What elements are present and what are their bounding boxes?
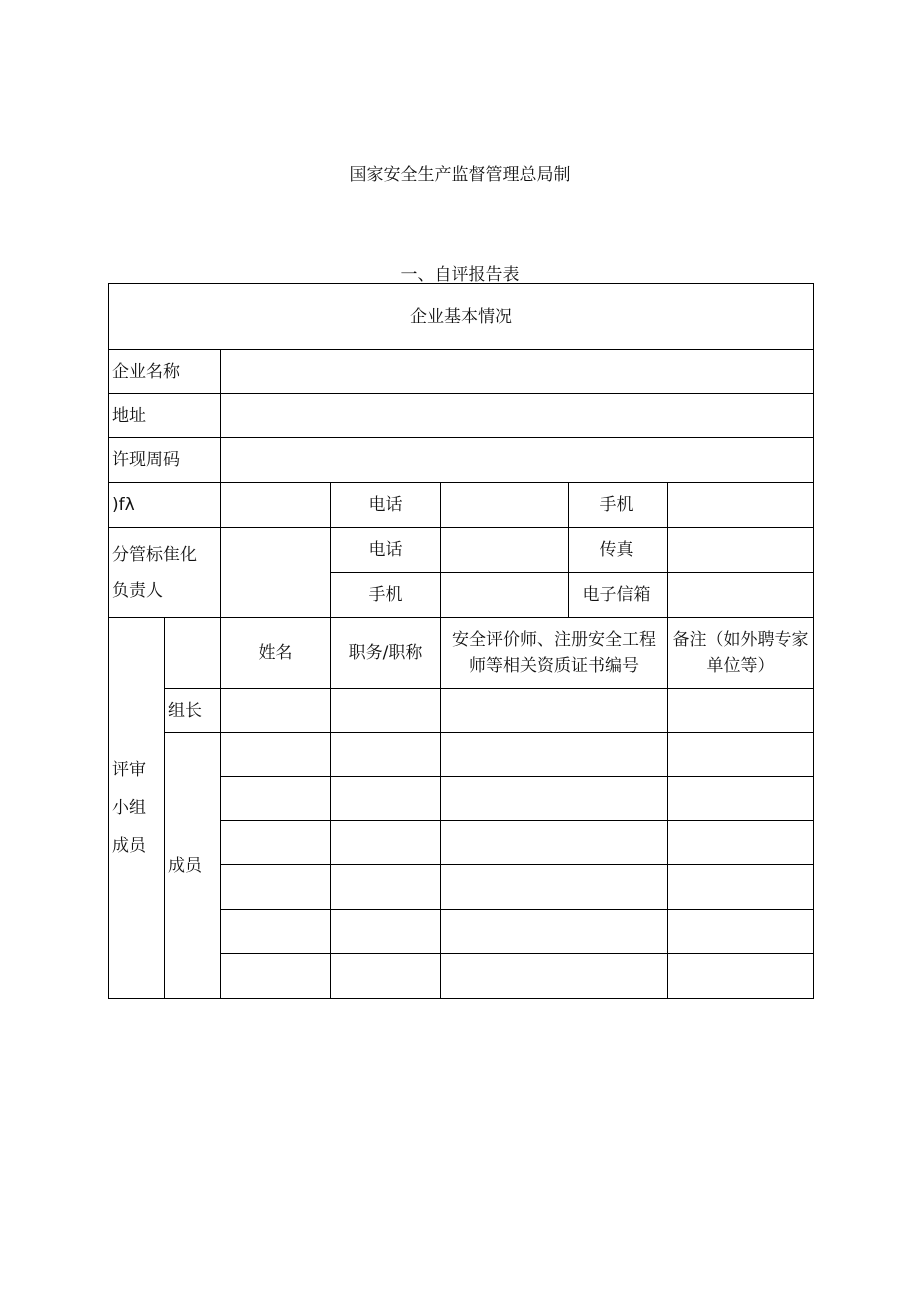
member-name-field[interactable] — [221, 910, 331, 954]
manager-label-line2: 负责人 — [112, 580, 163, 601]
col-name-header: 姓名 — [221, 618, 331, 689]
member-cert-field[interactable] — [441, 777, 668, 821]
legal-rep-label: )fλ — [109, 483, 221, 528]
review-team-label — [109, 618, 165, 999]
member-position-field[interactable] — [331, 910, 441, 954]
member-cert-field[interactable] — [441, 910, 668, 954]
manager-mobile-label: 手机 — [331, 573, 441, 618]
leader-remark-field[interactable] — [668, 689, 814, 733]
member-position-field[interactable] — [331, 821, 441, 865]
member-remark-field[interactable] — [668, 865, 814, 910]
company-name-label: 企业名称 — [109, 350, 221, 394]
email-field[interactable] — [668, 573, 814, 618]
member-remark-field[interactable] — [668, 954, 814, 999]
member-position-field[interactable] — [331, 777, 441, 821]
legal-rep-mobile-field[interactable] — [668, 483, 814, 528]
member-name-field[interactable] — [221, 777, 331, 821]
col-remark-header: 备注（如外聘专家单位等） — [668, 618, 814, 689]
manager-mobile-field[interactable] — [441, 573, 668, 618]
member-name-field[interactable] — [221, 821, 331, 865]
leader-cert-field[interactable] — [441, 689, 668, 733]
leader-name-field[interactable] — [221, 689, 331, 733]
legal-rep-phone-field[interactable] — [441, 483, 668, 528]
member-cert-field[interactable] — [441, 865, 668, 910]
legal-rep-mobile-label: 手机 — [599, 495, 634, 515]
col-cert-header: 安全评价师、注册安全工程师等相关资质证书编号 — [441, 618, 668, 689]
member-position-field[interactable] — [331, 865, 441, 910]
member-remark-field[interactable] — [668, 821, 814, 865]
member-remark-field[interactable] — [668, 733, 814, 777]
review-team-line3: 成员 — [112, 836, 146, 856]
member-cert-field[interactable] — [441, 733, 668, 777]
basic-info-header: 企业基本情况 — [109, 284, 814, 350]
col-position-header: 职务/职称 — [331, 618, 441, 689]
member-remark-field[interactable] — [668, 910, 814, 954]
email-label: 电子信箱 — [582, 585, 651, 605]
member-remark-field[interactable] — [668, 777, 814, 821]
page-title: 国家安全生产监督管理总局制 — [349, 165, 571, 185]
self-evaluation-form — [108, 283, 814, 999]
company-name-field[interactable] — [221, 350, 814, 394]
manager-phone-field[interactable] — [441, 528, 668, 573]
manager-field[interactable] — [221, 528, 331, 618]
section-title: 一、自评报告表 — [400, 265, 520, 285]
fax-field[interactable] — [668, 528, 814, 573]
member-position-field[interactable] — [331, 733, 441, 777]
member-cert-field[interactable] — [441, 821, 668, 865]
license-code-label: 许现周码 — [109, 438, 221, 483]
fax-label: 传真 — [599, 540, 634, 560]
member-name-field[interactable] — [221, 954, 331, 999]
members-label: 成员 — [165, 733, 221, 999]
member-cert-field[interactable] — [441, 954, 668, 999]
review-team-line2: 小组 — [112, 798, 146, 818]
manager-label — [109, 528, 221, 618]
member-name-field[interactable] — [221, 865, 331, 910]
member-position-field[interactable] — [331, 954, 441, 999]
leader-label: 组长 — [165, 689, 221, 733]
manager-label-line1: 分管标隹化 — [112, 544, 197, 565]
member-name-field[interactable] — [221, 733, 331, 777]
license-code-field[interactable] — [221, 438, 814, 483]
manager-phone-label: 电话 — [331, 528, 441, 573]
address-field[interactable] — [221, 394, 814, 438]
review-team-line1: 评审 — [112, 760, 146, 780]
legal-rep-phone-label: 电话 — [331, 483, 441, 528]
role-header-cell — [165, 618, 221, 689]
leader-position-field[interactable] — [331, 689, 441, 733]
legal-rep-field[interactable] — [221, 483, 331, 528]
address-label: 地址 — [109, 394, 221, 438]
